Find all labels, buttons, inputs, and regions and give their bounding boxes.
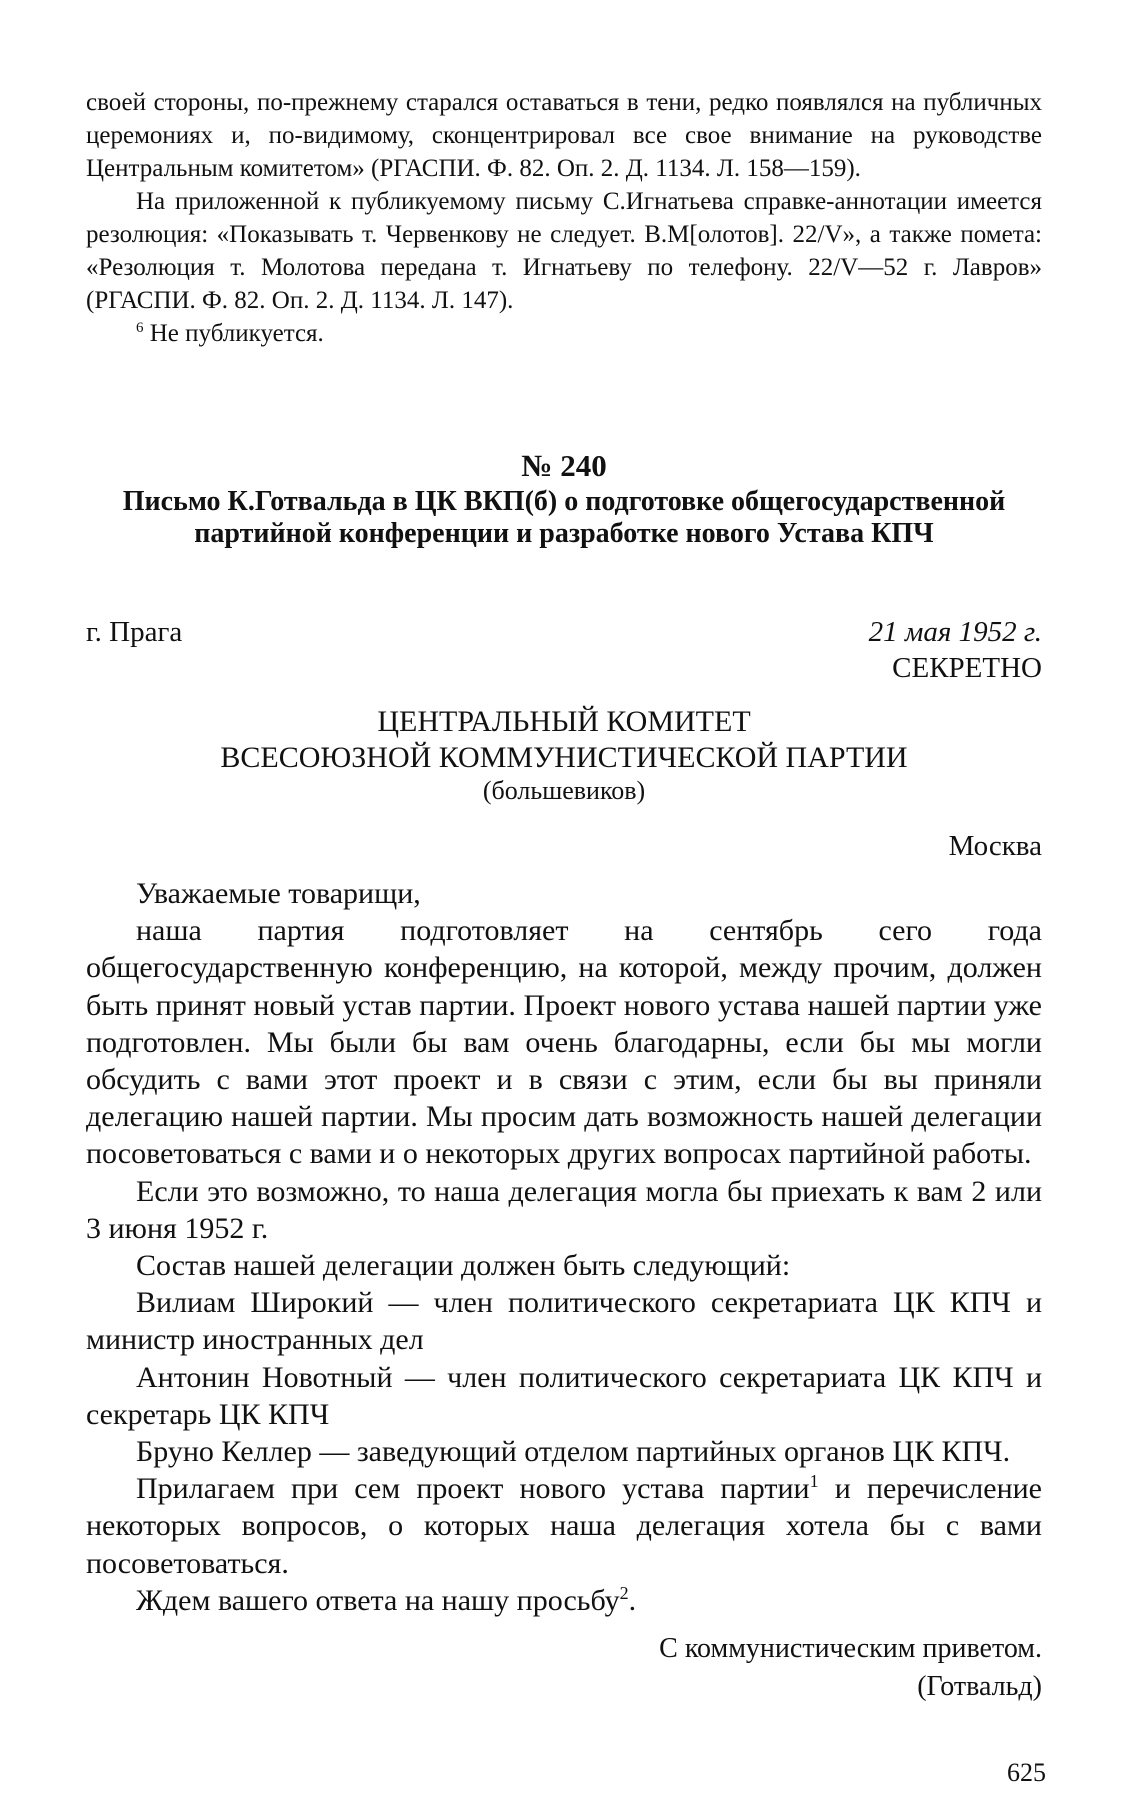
document-number: № 240 — [521, 448, 607, 483]
addressee-block — [86, 704, 1042, 806]
letter-paragraph-2: Если это возможно, то наша делегация могла бы приехать к вам 2 или 3 июня 1952 г. — [86, 1174, 1042, 1245]
footnote-6-mark: 6 — [136, 320, 144, 336]
addressee-line-3: (большевиков) — [482, 776, 646, 805]
footnote-6 — [86, 317, 1042, 350]
delegate-3: Бруно Келлер — заведующий отделом партийных органов ЦК КПЧ. — [136, 1435, 1011, 1469]
letter-paragraph-attachment — [86, 1470, 1042, 1582]
note-resolution: На приложенной к публикуемому письму С.Игнатьева справке-аннотации имеется резолюция: «Показывать т. Червенкову не следует. В.М[олотов]. 22/V», а также помета: «Резолюция т. Молотова передана т. Игнатьеву по телефону. 22/V—52 г. Лавров» (РГАСПИ. Ф. 82. Оп. 2. Д. 1134. Л. 147). — [86, 188, 1042, 314]
letter-body — [86, 875, 1042, 1619]
letter-paragraph-3: Состав нашей делегации должен быть следующий: — [136, 1249, 791, 1283]
document-place: г. Прага — [86, 616, 183, 648]
attachment-text-b: и перечисление некоторых вопросов, о которых наша делегация хотела бы с вами посоветоваться. — [86, 1472, 1042, 1580]
note-continuation: своей стороны, по-прежнему старался оставаться в тени, редко появлялся на публичных церемониях и, по-видимому, сконцентрировал все свое внимание на руководстве Центральным комитетом» (РГАСПИ. Ф. 82. Оп. 2. Д. 1134. Л. 158—159). — [86, 89, 1042, 182]
signature-block — [86, 1630, 1042, 1706]
document-date: 21 мая 1952 г. — [868, 616, 1042, 648]
delegate-2: Антонин Новотный — член политического секретариата ЦК КПЧ и секретарь ЦК КПЧ — [86, 1360, 1042, 1431]
footnotes-block — [86, 86, 1042, 350]
footnote-ref-2: 2 — [619, 1583, 629, 1604]
page-number: 625 — [1007, 1758, 1046, 1787]
addressee-line-1: ЦЕНТРАЛЬНЫЙ КОМИТЕТ — [377, 705, 751, 738]
footnote-ref-1: 1 — [809, 1471, 819, 1492]
attachment-text-a: Прилагаем при сем проект нового устава партии — [136, 1472, 810, 1506]
closing-line: С коммунистическим приветом. — [659, 1633, 1042, 1664]
final-text-b: . — [628, 1583, 637, 1617]
letter-paragraph-final — [86, 1582, 1042, 1619]
letter-greeting: Уважаемые товарищи, — [136, 877, 421, 910]
addressee-city: Москва — [948, 830, 1042, 862]
addressee-line-2: ВСЕСОЮЗНОЙ КОММУНИСТИЧЕСКОЙ ПАРТИИ — [220, 741, 908, 774]
footnote-6-text: Не публикуется. — [143, 320, 324, 347]
document-title: Письмо К.Готвальда в ЦК ВКП(б) о подготовке общегосударственной партийной конференции и разработке нового Устава КПЧ — [122, 486, 1006, 549]
letter-paragraph-1: наша партия подготовляет на сентябрь сего года общегосударственную конференцию, на которой, между прочим, должен быть принят новый устав партии. Проект нового устава нашей партии уже подготовлен. Мы были бы вам очень благодарны, если бы мы могли обсудить с вами этот проект и в связи с этим, если бы вы приняли делегацию нашей партии. Мы просим дать возможность нашей делегации посоветоваться с вами и о некоторых других вопросах партийной работы. — [86, 914, 1042, 1171]
classification-stamp: СЕКРЕТНО — [892, 652, 1042, 684]
final-text-a: Ждем вашего ответа на нашу просьбу — [136, 1583, 620, 1617]
document-heading — [86, 448, 1042, 550]
delegate-1: Вилиам Широкий — член политического секретариата ЦК КПЧ и министр иностранных дел — [86, 1286, 1042, 1357]
document-meta — [86, 614, 1042, 686]
signature: (Готвальд) — [917, 1671, 1042, 1702]
